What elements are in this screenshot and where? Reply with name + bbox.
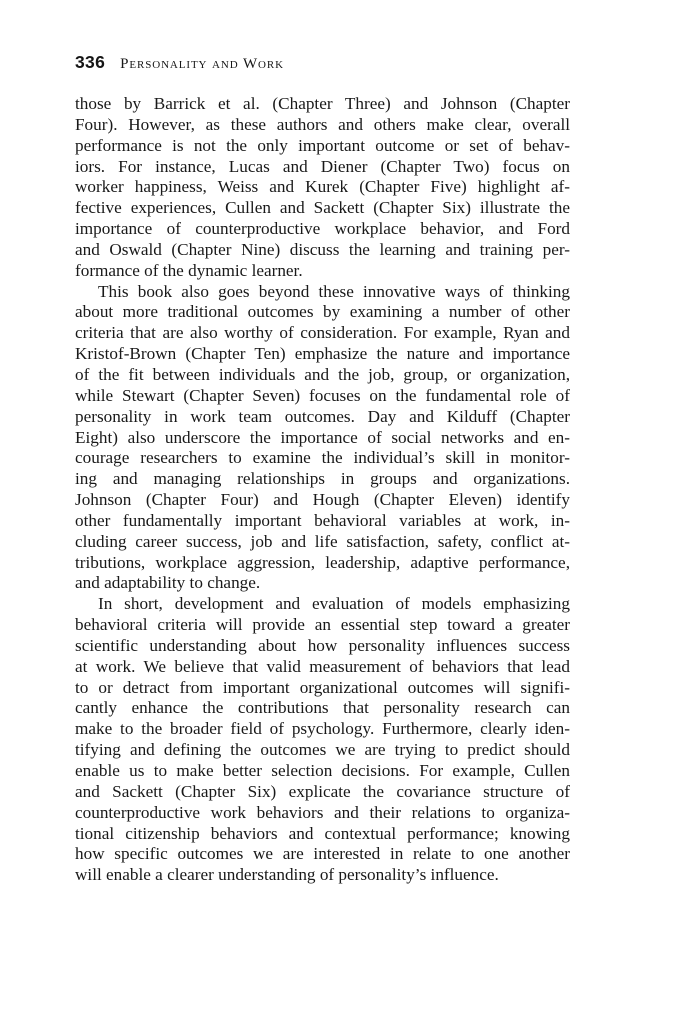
text-line: criteria that are also worthy of consideration. For example, Ryan and [75, 323, 570, 343]
text-line: counterproductive work behaviors and their relations to organiza- [75, 802, 570, 822]
text-line: and adaptability to change. [75, 573, 261, 593]
page-body [75, 94, 570, 886]
text-line: Johnson (Chapter Four) and Hough (Chapter Eleven) identify [75, 490, 570, 510]
text-line: and Sackett (Chapter Six) explicate the covariance structure of [75, 781, 570, 801]
text-line: Eight) also underscore the importance of social networks and en- [75, 427, 570, 447]
text-line: will enable a clearer understanding of personality’s influence. [75, 865, 499, 885]
text-line: Kristof-Brown (Chapter Ten) emphasize the nature and importance [75, 344, 570, 364]
text-line: personality in work team outcomes. Day and Kilduff (Chapter [75, 406, 570, 426]
text-line: tional citizenship behaviors and contextual performance; knowing [75, 823, 570, 843]
text-line: cluding career success, job and life satisfaction, safety, conflict at- [75, 531, 570, 551]
text-line: to or detract from important organizational outcomes will signifi- [75, 677, 570, 697]
text-line: ing and managing relationships in groups and organizations. [75, 469, 570, 489]
text-line: and Oswald (Chapter Nine) discuss the learning and training per- [75, 239, 570, 259]
text-line: tifying and defining the outcomes we are trying to predict should [75, 740, 570, 760]
text-line: worker happiness, Weiss and Kurek (Chapter Five) highlight af- [75, 177, 570, 197]
text-line: courage researchers to examine the individual’s skill in monitor- [75, 448, 570, 468]
text-line: of the fit between individuals and the job, group, or organization, [75, 364, 570, 384]
text-line: scientific understanding about how personality influences success [75, 635, 570, 655]
paragraph [75, 594, 570, 886]
text-line: This book also goes beyond these innovative ways of thinking [98, 281, 570, 301]
text-line: how specific outcomes we are interested in relate to one another [75, 844, 570, 864]
page-header [75, 52, 284, 73]
text-line: those by Barrick et al. (Chapter Three) and Johnson (Chapter [75, 94, 570, 113]
running-head: Personality and Work [120, 56, 284, 72]
text-line: make to the broader field of psychology. Furthermore, clearly iden- [75, 719, 570, 739]
text-line: formance of the dynamic learner. [75, 260, 303, 280]
text-line: about more traditional outcomes by examining a number of other [75, 302, 570, 322]
text-line: other fundamentally important behavioral variables at work, in- [75, 510, 570, 530]
text-line: importance of counterproductive workplace behavior, and Ford [75, 219, 570, 239]
text-line: cantly enhance the contributions that personality research can [75, 698, 570, 718]
paragraph [75, 94, 570, 282]
text-line: In short, development and evaluation of models emphasizing [98, 594, 570, 614]
text-line: Four). However, as these authors and others make clear, overall [75, 114, 570, 134]
text-line: while Stewart (Chapter Seven) focuses on the fundamental role of [75, 385, 570, 405]
text-line: performance is not the only important outcome or set of behav- [75, 135, 570, 155]
text-line: tributions, workplace aggression, leadership, adaptive performance, [75, 552, 570, 572]
page-number: 336 [75, 52, 106, 72]
text-line: fective experiences, Cullen and Sackett (Chapter Six) illustrate the [75, 198, 570, 218]
text-line: behavioral criteria will provide an essential step toward a greater [75, 615, 570, 635]
text-line: iors. For instance, Lucas and Diener (Chapter Two) focus on [75, 156, 570, 176]
text-line: at work. We believe that valid measurement of behaviors that lead [75, 656, 570, 676]
text-line: enable us to make better selection decisions. For example, Cullen [75, 761, 570, 780]
paragraph [75, 282, 570, 595]
